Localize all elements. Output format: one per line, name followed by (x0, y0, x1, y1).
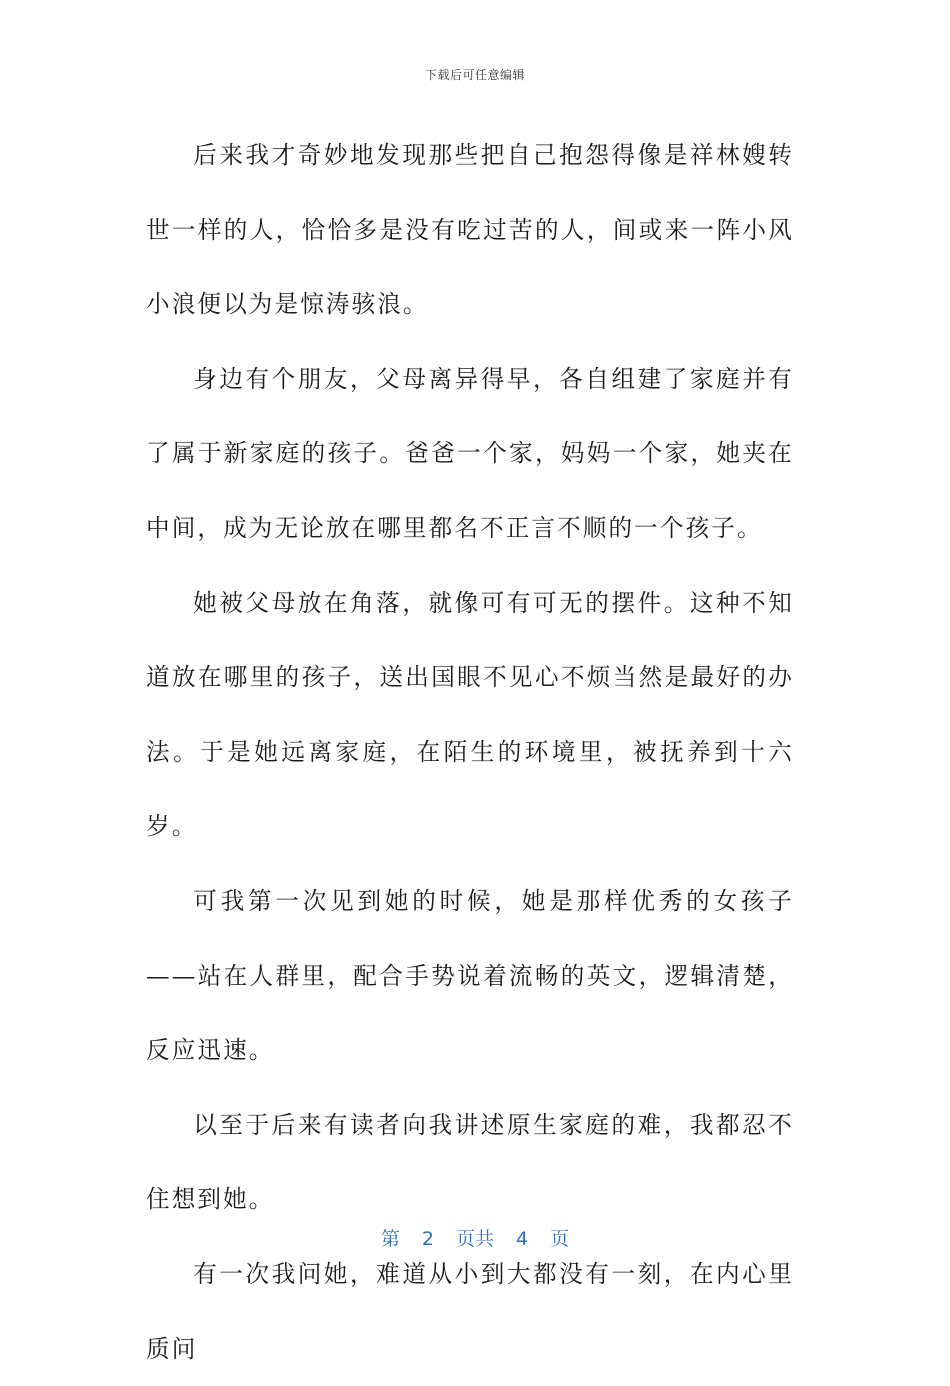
paragraph-1: 后来我才奇妙地发现那些把自己抱怨得像是祥林嫂转世一样的人，恰恰多是没有吃过苦的人，间或来一阵小风小浪便以为是惊涛骇浪。 (146, 141, 794, 319)
page-header: 下载后可任意编辑 (424, 68, 525, 82)
paragraph-6: 有一次我问她，难道从小到大都没有一刻，在内心里质问 (146, 1259, 794, 1363)
paragraph-5: 以至于后来有读者向我讲述原生家庭的难，我都忍不住想到她。 (146, 1110, 794, 1214)
page-label-suffix: 页 (550, 1228, 570, 1250)
page-footer (0, 1224, 950, 1251)
page-current-number: 2 (421, 1228, 434, 1250)
page-label-mid: 页共 (455, 1228, 494, 1250)
paragraph-3: 她被父母放在角落，就像可有可无的摆件。这种不知道放在哪里的孩子，送出国眼不见心不烦当然是最好的办法。于是她远离家庭，在陌生的环境里，被抚养到十六岁。 (146, 588, 794, 841)
page-total-number: 4 (516, 1228, 529, 1250)
page-label-prefix: 第 (380, 1228, 400, 1250)
document-body (146, 118, 794, 1386)
paragraph-4: 可我第一次见到她的时候，她是那样优秀的女孩子——站在人群里，配合手势说着流畅的英文，逻辑清楚，反应迅速。 (146, 886, 794, 1065)
paragraph-2: 身边有个朋友，父母离异得早，各自组建了家庭并有了属于新家庭的孩子。爸爸一个家，妈妈一个家，她夹在中间，成为无论放在哪里都名不正言不顺的一个孩子。 (146, 364, 794, 542)
